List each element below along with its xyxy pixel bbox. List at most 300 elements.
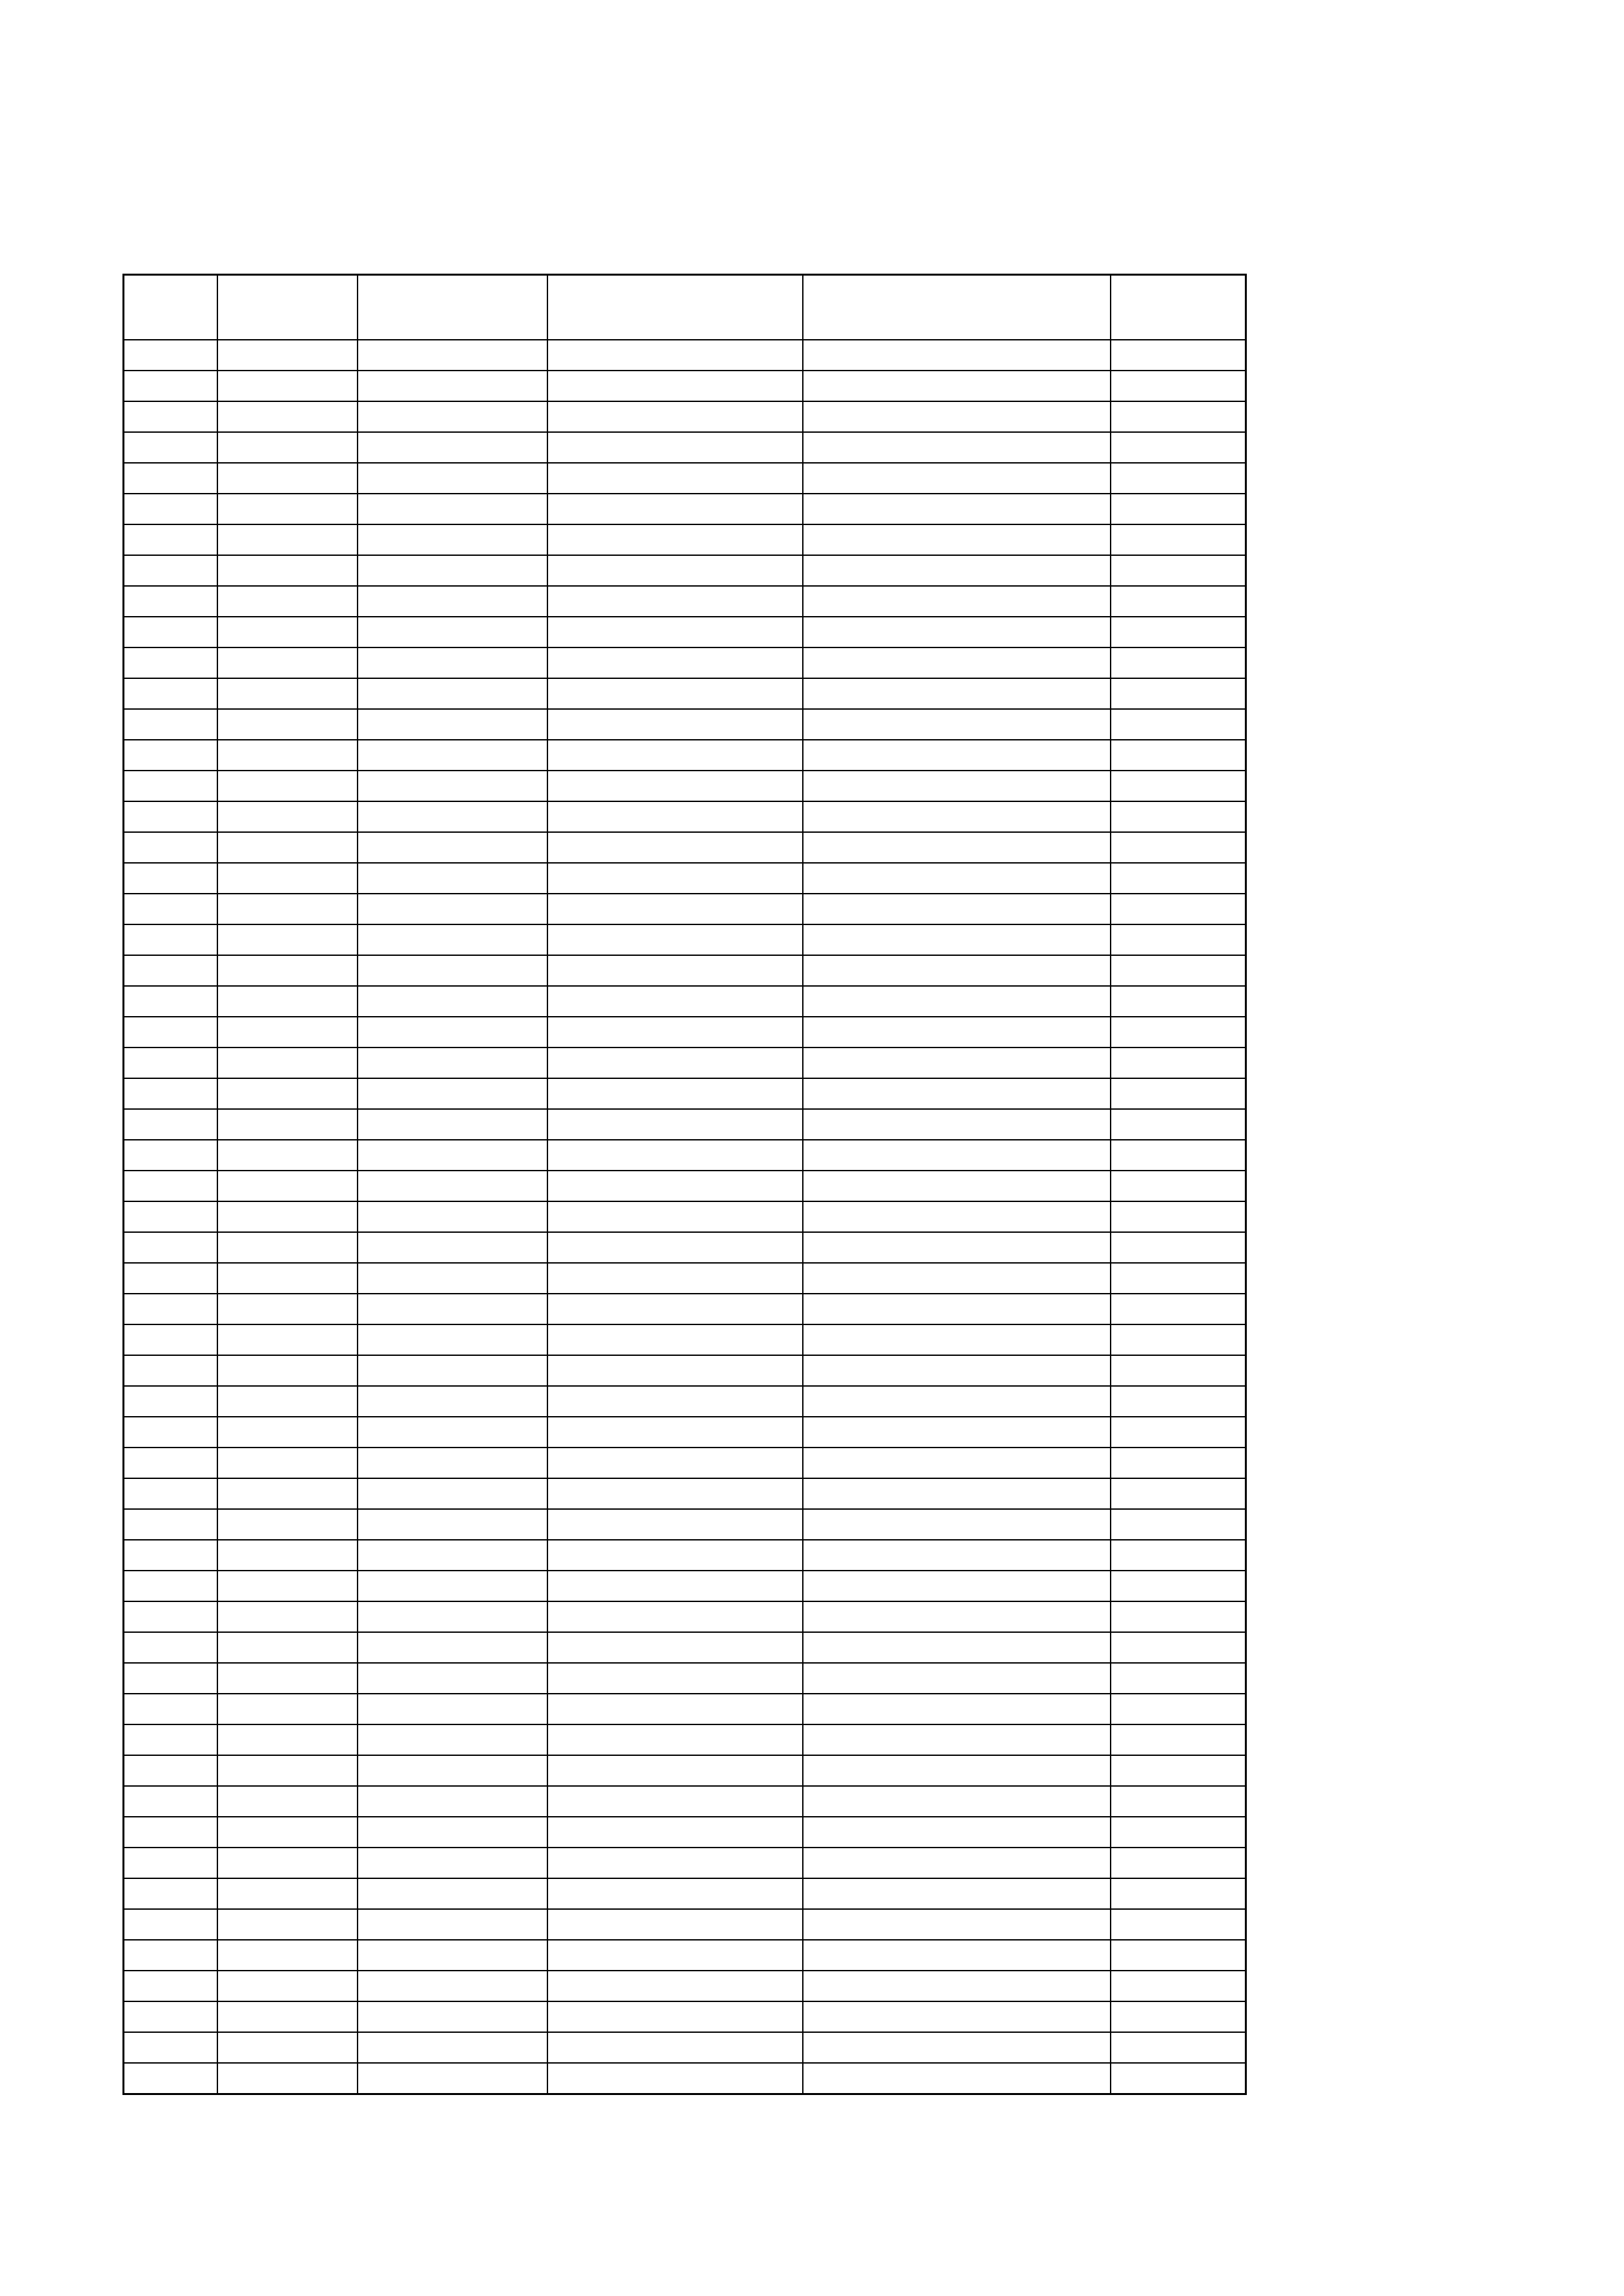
cell-col-2 [217,647,358,678]
cell-col-4 [547,617,803,647]
cell-col-5 [803,1201,1111,1232]
table-row [124,401,1246,432]
table-row [124,955,1246,986]
cell-col-1 [124,1355,217,1386]
cell-col-2 [217,1355,358,1386]
table-row [124,432,1246,463]
cell-col-1 [124,1478,217,1509]
cell-col-3 [358,1478,547,1509]
cell-col-6 [1111,1509,1246,1540]
cell-col-3 [358,432,547,463]
cell-col-3 [358,1017,547,1048]
cell-col-1 [124,832,217,863]
cell-col-6 [1111,401,1246,432]
cell-col-1 [124,986,217,1017]
cell-col-2 [217,1755,358,1786]
cell-col-1 [124,1048,217,1078]
cell-col-2 [217,432,358,463]
cell-col-2 [217,986,358,1017]
cell-col-5 [803,1048,1111,1078]
cell-col-4 [547,647,803,678]
cell-col-1 [124,340,217,371]
header-row [124,275,1246,340]
cell-col-6 [1111,463,1246,494]
cell-col-1 [124,1909,217,1940]
table-row [124,1386,1246,1417]
cell-col-3 [358,1909,547,1940]
cell-col-4 [547,494,803,524]
cell-col-4 [547,2032,803,2063]
cell-col-2 [217,1878,358,1909]
cell-col-1 [124,1294,217,1324]
cell-col-1 [124,463,217,494]
cell-col-3 [358,1448,547,1478]
cell-col-3 [358,1232,547,1263]
cell-col-3 [358,617,547,647]
cell-col-1 [124,1386,217,1417]
cell-col-1 [124,709,217,740]
cell-col-6 [1111,1048,1246,1078]
table-row [124,340,1246,371]
cell-col-2 [217,709,358,740]
cell-col-2 [217,1663,358,1694]
table-row [124,1478,1246,1509]
cell-col-2 [217,678,358,709]
cell-col-4 [547,371,803,401]
cell-col-4 [547,1909,803,1940]
cell-col-6 [1111,1724,1246,1755]
cell-col-6 [1111,709,1246,740]
cell-col-6 [1111,432,1246,463]
table-row [124,1263,1246,1294]
cell-col-1 [124,863,217,894]
cell-col-4 [547,1324,803,1355]
cell-col-6 [1111,1755,1246,1786]
table-row [124,1786,1246,1817]
cell-col-3 [358,555,547,586]
cell-col-5 [803,771,1111,801]
cell-col-1 [124,2032,217,2063]
cell-col-2 [217,494,358,524]
table-row [124,1140,1246,1171]
header-col-4 [547,275,803,340]
cell-col-4 [547,801,803,832]
cell-col-6 [1111,955,1246,986]
cell-col-1 [124,371,217,401]
cell-col-3 [358,2001,547,2032]
cell-col-6 [1111,555,1246,586]
cell-col-3 [358,1140,547,1171]
table-row [124,1509,1246,1540]
cell-col-4 [547,1878,803,1909]
cell-col-1 [124,2001,217,2032]
cell-col-6 [1111,524,1246,555]
cell-col-1 [124,617,217,647]
cell-col-4 [547,1232,803,1263]
cell-col-1 [124,1017,217,1048]
table-row [124,1109,1246,1140]
cell-col-5 [803,1848,1111,1878]
cell-col-1 [124,1848,217,1878]
cell-col-3 [358,1509,547,1540]
cell-col-5 [803,1355,1111,1386]
table-row [124,832,1246,863]
cell-col-5 [803,832,1111,863]
cell-col-6 [1111,1263,1246,1294]
cell-col-5 [803,1263,1111,1294]
table-row [124,1971,1246,2001]
cell-col-6 [1111,1324,1246,1355]
cell-col-5 [803,1478,1111,1509]
cell-col-1 [124,1140,217,1171]
cell-col-4 [547,1017,803,1048]
cell-col-1 [124,1417,217,1448]
cell-col-5 [803,1232,1111,1263]
cell-col-6 [1111,863,1246,894]
table-row [124,740,1246,771]
cell-col-4 [547,1140,803,1171]
cell-col-3 [358,894,547,924]
table-row [124,1909,1246,1940]
cell-col-2 [217,1940,358,1971]
table-row [124,1940,1246,1971]
cell-col-1 [124,894,217,924]
cell-col-2 [217,617,358,647]
table-row [124,1601,1246,1632]
table-row [124,617,1246,647]
table-row [124,1232,1246,1263]
cell-col-3 [358,371,547,401]
cell-col-3 [358,1386,547,1417]
table-row [124,709,1246,740]
cell-col-1 [124,1078,217,1109]
cell-col-4 [547,1817,803,1848]
cell-col-1 [124,955,217,986]
cell-col-3 [358,1632,547,1663]
table-row [124,1017,1246,1048]
cell-col-6 [1111,1971,1246,2001]
cell-col-6 [1111,924,1246,955]
cell-col-3 [358,1724,547,1755]
cell-col-3 [358,1078,547,1109]
cell-col-4 [547,771,803,801]
cell-col-4 [547,1786,803,1817]
cell-col-4 [547,463,803,494]
cell-col-5 [803,432,1111,463]
cell-col-2 [217,401,358,432]
cell-col-5 [803,371,1111,401]
table-row [124,463,1246,494]
cell-col-2 [217,524,358,555]
table-row [124,863,1246,894]
cell-col-2 [217,955,358,986]
cell-col-2 [217,1478,358,1509]
cell-col-3 [358,1048,547,1078]
cell-col-2 [217,801,358,832]
roster-table [122,274,1247,2095]
cell-col-1 [124,555,217,586]
cell-col-2 [217,1632,358,1663]
cell-col-2 [217,1540,358,1571]
cell-col-2 [217,1140,358,1171]
cell-col-5 [803,1878,1111,1909]
cell-col-5 [803,340,1111,371]
cell-col-1 [124,647,217,678]
cell-col-2 [217,1724,358,1755]
cell-col-4 [547,1601,803,1632]
cell-col-5 [803,1601,1111,1632]
cell-col-4 [547,1848,803,1878]
cell-col-5 [803,586,1111,617]
cell-col-1 [124,1817,217,1848]
cell-col-4 [547,1355,803,1386]
table-row [124,1663,1246,1694]
cell-col-3 [358,801,547,832]
cell-col-5 [803,463,1111,494]
cell-col-6 [1111,771,1246,801]
cell-col-2 [217,1171,358,1201]
table-row [124,1571,1246,1601]
cell-col-4 [547,1201,803,1232]
cell-col-3 [358,709,547,740]
cell-col-5 [803,647,1111,678]
cell-col-5 [803,2063,1111,2094]
cell-col-4 [547,2001,803,2032]
table-row [124,986,1246,1017]
cell-col-4 [547,832,803,863]
cell-col-2 [217,771,358,801]
cell-col-1 [124,801,217,832]
table-row [124,555,1246,586]
cell-col-1 [124,771,217,801]
cell-col-3 [358,494,547,524]
cell-col-5 [803,524,1111,555]
cell-col-4 [547,1971,803,2001]
table-row [124,524,1246,555]
cell-col-3 [358,771,547,801]
table-row [124,2063,1246,2094]
cell-col-5 [803,401,1111,432]
table-row [124,1294,1246,1324]
cell-col-5 [803,1724,1111,1755]
cell-col-5 [803,1140,1111,1171]
cell-col-1 [124,1324,217,1355]
cell-col-1 [124,1755,217,1786]
cell-col-1 [124,401,217,432]
cell-col-6 [1111,801,1246,832]
cell-col-3 [358,1109,547,1140]
table-row [124,1848,1246,1878]
cell-col-5 [803,678,1111,709]
cell-col-6 [1111,1140,1246,1171]
cell-col-6 [1111,1201,1246,1232]
cell-col-5 [803,1909,1111,1940]
cell-col-6 [1111,1448,1246,1478]
header-col-3 [358,275,547,340]
cell-col-4 [547,1448,803,1478]
cell-col-2 [217,463,358,494]
cell-col-6 [1111,2063,1246,2094]
cell-col-5 [803,1540,1111,1571]
cell-col-6 [1111,1632,1246,1663]
table-row [124,1355,1246,1386]
cell-col-6 [1111,1109,1246,1140]
cell-col-4 [547,1078,803,1109]
cell-col-6 [1111,1909,1246,1940]
cell-col-3 [358,1755,547,1786]
cell-col-5 [803,1786,1111,1817]
cell-col-5 [803,1817,1111,1848]
cell-col-3 [358,2032,547,2063]
cell-col-1 [124,1724,217,1755]
table-row [124,678,1246,709]
cell-col-1 [124,1663,217,1694]
cell-col-4 [547,1386,803,1417]
cell-col-4 [547,524,803,555]
cell-col-6 [1111,1171,1246,1201]
table-row [124,924,1246,955]
cell-col-1 [124,1109,217,1140]
cell-col-5 [803,2032,1111,2063]
cell-col-4 [547,401,803,432]
cell-col-4 [547,863,803,894]
cell-col-2 [217,340,358,371]
cell-col-6 [1111,1232,1246,1263]
cell-col-3 [358,1263,547,1294]
cell-col-6 [1111,1601,1246,1632]
cell-col-2 [217,1386,358,1417]
cell-col-5 [803,1632,1111,1663]
cell-col-2 [217,863,358,894]
cell-col-5 [803,1417,1111,1448]
cell-col-2 [217,1324,358,1355]
cell-col-1 [124,1171,217,1201]
cell-col-5 [803,924,1111,955]
cell-col-5 [803,1324,1111,1355]
cell-col-3 [358,1201,547,1232]
cell-col-6 [1111,1786,1246,1817]
cell-col-1 [124,1571,217,1601]
cell-col-6 [1111,1294,1246,1324]
cell-col-5 [803,1171,1111,1201]
cell-col-3 [358,1417,547,1448]
cell-col-2 [217,1571,358,1601]
table-row [124,1417,1246,1448]
cell-col-5 [803,1571,1111,1601]
cell-col-1 [124,1448,217,1478]
table-row [124,2032,1246,2063]
cell-col-3 [358,955,547,986]
cell-col-2 [217,1294,358,1324]
cell-col-5 [803,494,1111,524]
cell-col-5 [803,1755,1111,1786]
table-row [124,1201,1246,1232]
table-row [124,801,1246,832]
cell-col-1 [124,432,217,463]
cell-col-4 [547,340,803,371]
cell-col-4 [547,1694,803,1724]
cell-col-3 [358,740,547,771]
cell-col-4 [547,1171,803,1201]
cell-col-1 [124,1786,217,1817]
cell-col-1 [124,1694,217,1724]
cell-col-4 [547,586,803,617]
cell-col-6 [1111,1663,1246,1694]
cell-col-2 [217,1448,358,1478]
cell-col-2 [217,371,358,401]
cell-col-2 [217,555,358,586]
cell-col-3 [358,2063,547,2094]
cell-col-3 [358,1294,547,1324]
cell-col-3 [358,1540,547,1571]
cell-col-5 [803,1663,1111,1694]
cell-col-5 [803,1078,1111,1109]
cell-col-5 [803,955,1111,986]
table-row [124,1540,1246,1571]
cell-col-2 [217,1017,358,1048]
cell-col-4 [547,1540,803,1571]
cell-col-6 [1111,894,1246,924]
cell-col-3 [358,863,547,894]
cell-col-3 [358,1971,547,2001]
cell-col-6 [1111,1848,1246,1878]
cell-col-6 [1111,1017,1246,1048]
cell-col-6 [1111,1878,1246,1909]
cell-col-2 [217,2063,358,2094]
cell-col-3 [358,832,547,863]
cell-col-2 [217,894,358,924]
cell-col-6 [1111,494,1246,524]
cell-col-1 [124,924,217,955]
cell-col-2 [217,1263,358,1294]
cell-col-5 [803,1694,1111,1724]
header-col-1 [124,275,217,340]
cell-col-2 [217,2001,358,2032]
cell-col-6 [1111,1540,1246,1571]
cell-col-3 [358,1171,547,1201]
cell-col-2 [217,586,358,617]
cell-col-1 [124,678,217,709]
cell-col-1 [124,1632,217,1663]
page-footer [0,2155,1624,2195]
cell-col-4 [547,1940,803,1971]
cell-col-1 [124,586,217,617]
cell-col-4 [547,432,803,463]
cell-col-2 [217,1694,358,1724]
cell-col-4 [547,555,803,586]
cell-col-6 [1111,1078,1246,1109]
cell-col-5 [803,740,1111,771]
cell-col-6 [1111,647,1246,678]
cell-col-3 [358,647,547,678]
cell-col-2 [217,1848,358,1878]
cell-col-5 [803,1294,1111,1324]
table-row [124,2001,1246,2032]
cell-col-4 [547,894,803,924]
cell-col-2 [217,2032,358,2063]
cell-col-2 [217,1786,358,1817]
cell-col-2 [217,1909,358,1940]
cell-col-2 [217,1817,358,1848]
cell-col-6 [1111,740,1246,771]
cell-col-1 [124,1201,217,1232]
table-row [124,1878,1246,1909]
cell-col-5 [803,1017,1111,1048]
cell-col-6 [1111,2032,1246,2063]
cell-col-3 [358,340,547,371]
cell-col-6 [1111,340,1246,371]
cell-col-5 [803,863,1111,894]
